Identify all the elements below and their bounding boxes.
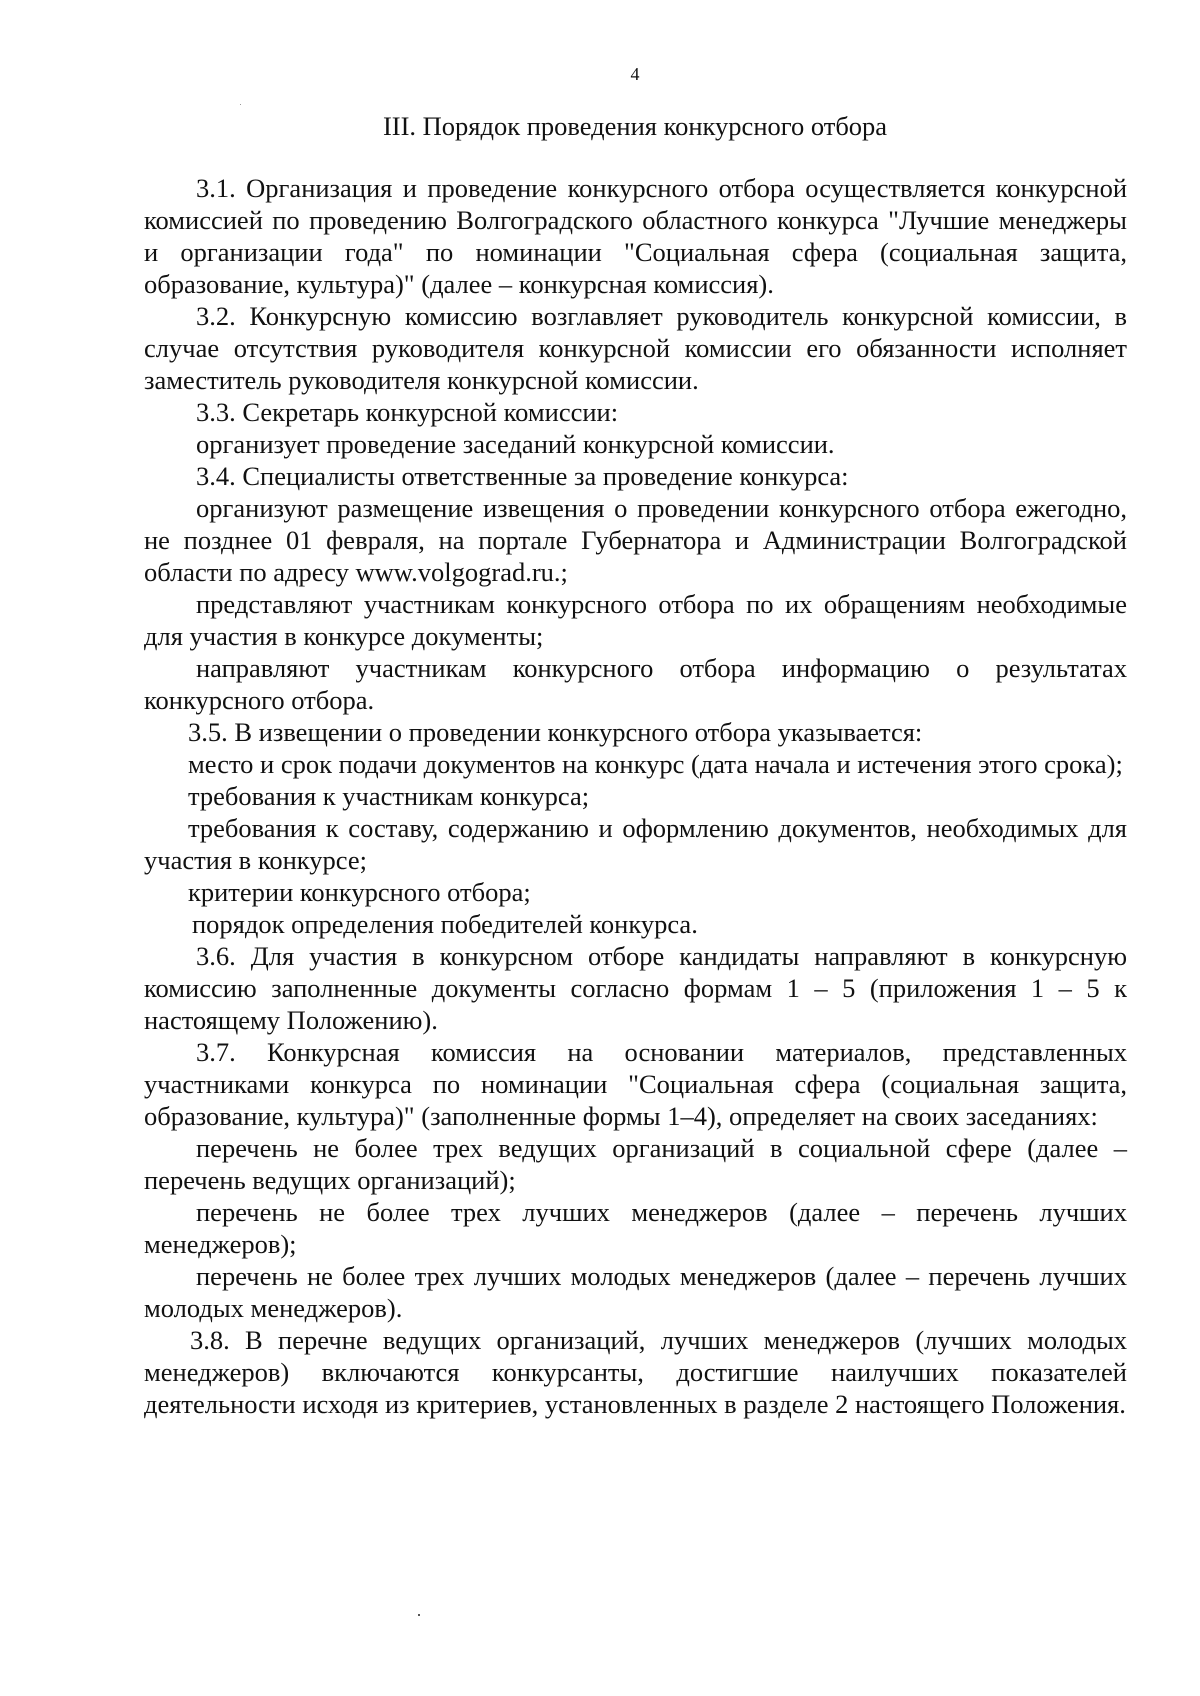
paragraph-3-5-item: место и срок подачи документов на конкурс (дата начала и истечения этого срока); [188, 749, 1123, 779]
paragraph-3-7: 3.7. Конкурсная комиссия на основании материалов, представленных участниками конкурса по номинации "Социальная сфера (социальная защита, образование, культура)" (заполненные формы 1–4), определяет на своих заседаниях: [144, 1037, 1127, 1131]
scan-speck [240, 104, 241, 105]
paragraph-3-7-item: перечень не более трех лучших молодых менеджеров (далее – перечень лучших молодых менеджеров). [144, 1261, 1127, 1323]
paragraph-3-3-item: организует проведение заседаний конкурсной комиссии. [196, 429, 835, 459]
paragraph-3-4-item: представляют участникам конкурсного отбора по их обращениям необходимые для участия в конкурсе документы; [144, 589, 1127, 651]
page-number: 4 [630, 64, 640, 84]
paragraph-3-2: 3.2. Конкурсную комиссию возглавляет руководитель конкурсной комиссии, в случае отсутствия руководителя конкурсной комиссии его обязанности исполняет заместитель руководителя конкурсной комиссии. [144, 301, 1127, 395]
paragraph-3-7-item: перечень не более трех ведущих организаций в социальной сфере (далее – перечень ведущих организаций); [144, 1133, 1127, 1195]
paragraph-3-4: 3.4. Специалисты ответственные за проведение конкурса: [196, 461, 849, 491]
scan-speck [418, 1614, 420, 1616]
paragraph-3-5-item: критерии конкурсного отбора; [188, 877, 531, 907]
paragraph-3-5-item: порядок определения победителей конкурса. [192, 909, 698, 939]
paragraph-3-5: 3.5. В извещении о проведении конкурсного отбора указывается: [188, 717, 923, 747]
paragraph-3-4-item: направляют участникам конкурсного отбора информацию о результатах конкурсного отбора. [144, 653, 1127, 715]
paragraph-3-5-item: требования к участникам конкурса; [188, 781, 590, 811]
paragraph-3-7-item: перечень не более трех лучших менеджеров (далее – перечень лучших менеджеров); [144, 1197, 1127, 1259]
paragraph-3-1: 3.1. Организация и проведение конкурсного отбора осуществляется конкурсной комиссией по проведению Волгоградского областного конкурса "Лучшие менеджеры и организации года" по номинации "Социальная сфера (социальная защита, образование, культура)" (далее – конкурсная комиссия). [144, 173, 1127, 299]
paragraph-3-5-item: требования к составу, содержанию и оформлению документов, необходимых для участия в конкурсе; [144, 813, 1127, 875]
paragraph-3-6: 3.6. Для участия в конкурсном отборе кандидаты направляют в конкурсную комиссию заполненные документы согласно формам 1 – 5 (приложения 1 – 5 к настоящему Положению). [144, 941, 1127, 1035]
paragraph-3-4-item: организуют размещение извещения о проведении конкурсного отбора ежегодно, не позднее 01 февраля, на портале Губернатора и Администрации Волгоградской области по адресу www.volgograd.ru.; [144, 493, 1127, 587]
paragraph-3-8: 3.8. В перечне ведущих организаций, лучших менеджеров (лучших молодых менеджеров) включаются конкурсанты, достигшие наилучших показателей деятельности исходя из критериев, установленных в разделе 2 настоящего Положения. [144, 1325, 1127, 1419]
section-heading: III. Порядок проведения конкурсного отбора [382, 111, 888, 141]
paragraph-3-3: 3.3. Секретарь конкурсной комиссии: [196, 397, 619, 427]
document-body [144, 172, 1127, 1420]
